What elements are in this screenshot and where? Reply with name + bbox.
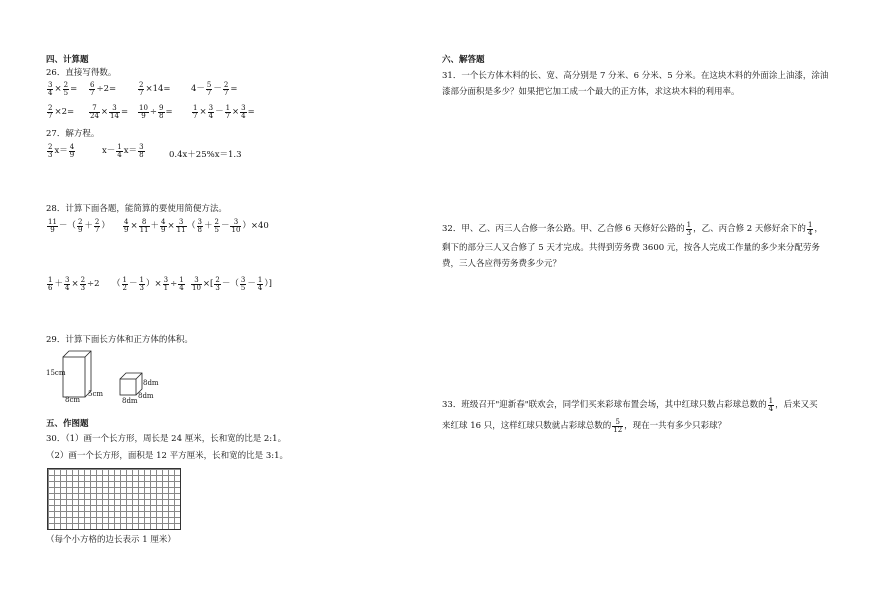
cuboid-width-label: 8cm <box>65 396 81 404</box>
question-31: 31．一个长方体木料的长、宽、高分别是 7 分米、6 分米、5 分米。在这块木料的外面涂上油漆，涂油漆部分面积是多少？如果把它加工成一个最大的正方体，求这块木料的利用率。 <box>442 71 829 97</box>
q28-expr-2: $\frac{4}{9}$ × $\frac{8}{11}$ ＋ $\frac{4}{9}$ × $\frac{3}{11}$ <box>124 218 186 234</box>
q28-expr-4: $\frac{1}{6}$ ＋ $\frac{3}{4}$ × $\frac{2}{3}$ ÷2 <box>48 276 100 292</box>
question-33-line-1: 33．班级召开"迎新春"联欢会，同学们买来彩球布置会场，其中红球只数占彩球总数的 $\frac{1}{4}$ ，后来又买 <box>442 397 818 413</box>
grid-note: （每个小方格的边长表示 1 厘米） <box>46 535 176 545</box>
q26-item-4: 4－ $\frac{5}{7}$ － $\frac{2}{7}$ = <box>191 81 238 97</box>
q28-expr-5: （ $\frac{1}{2}$ － $\frac{1}{3}$ ）× $\frac{3}{1}$ ÷ $\frac{1}{4}$ <box>112 276 184 292</box>
question-28: 28．计算下面各题，能简算的要使用简便方法。 <box>46 204 227 214</box>
q26-item-1: $\frac{3}{4}$ × $\frac{2}{5}$ = <box>48 81 78 97</box>
cuboid-height-label: 15cm <box>46 369 66 377</box>
q27-equation-b: x－ $\frac{1}{4}$ x＝ $\frac{3}{8}$ <box>102 143 144 159</box>
cube-width-label: 8dm <box>122 397 138 405</box>
q28-expr-3: （ $\frac{3}{8}$ ＋ $\frac{2}{5}$ － $\frac{3}{10}$ ）×40 <box>187 218 269 234</box>
section-5-title: 五、作图题 <box>46 419 89 429</box>
question-30-part-1: 30．（1）画一个长方形，周长是 24 厘米，长和宽的比是 2:1。 <box>46 434 287 444</box>
section-6-title: 六、解答题 <box>442 55 485 65</box>
section-4-title: 四、计算题 <box>46 55 89 65</box>
cuboid-depth-label: 5cm <box>88 390 104 398</box>
cube-height-label: 8dm <box>143 379 159 387</box>
q26-item-7: $\frac{10}{9}$ ÷ $\frac{9}{8}$ = <box>139 104 173 120</box>
question-32-rest: 剩下的部分三人又合修了 5 天才完成。共得到劳务费 3600 元，按各人完成工作量的多少来分配劳务费，三人各应得劳务费多少元？ <box>442 243 820 269</box>
question-32-line-1: 32．甲、乙、丙三人合修一条公路。甲、乙合修 6 天修好公路的 $\frac{1}{3}$ ，乙、丙合修 2 天修好余下的 $\frac{1}{4}$ ， <box>442 221 823 237</box>
q26-item-5: $\frac{2}{7}$ ×2= <box>48 104 75 120</box>
q28-expr-6: $\frac{3}{10}$ ×[ $\frac{2}{3}$ －（ $\frac{3}{5}$ － $\frac{1}{4}$ ）] <box>192 276 272 292</box>
q26-item-8: $\frac{1}{7}$ × $\frac{3}{4}$ － $\frac{1}{7}$ × $\frac{3}{4}$ = <box>193 104 255 120</box>
q26-item-3: $\frac{2}{7}$ ×14= <box>139 81 171 97</box>
question-26: 26．直接写得数。 <box>46 68 117 78</box>
question-30-part-2: （2）画一个长方形，面积是 12 平方厘米，长和宽的比是 3:1。 <box>46 451 289 461</box>
drawing-grid[interactable] <box>47 468 181 530</box>
question-33-line-2: 来红球 16 只，这样红球只数就占彩球总数的 $\frac{5}{12}$ ，现在一共有多少只彩球？ <box>442 418 727 434</box>
question-27: 27．解方程。 <box>46 129 100 139</box>
question-29: 29．计算下面长方体和正方体的体积。 <box>46 335 193 345</box>
q26-item-2: $\frac{6}{7}$ ÷2= <box>90 81 117 97</box>
q27-equation-a: $\frac{2}{3}$ x＝ $\frac{4}{9}$ <box>48 143 75 159</box>
q26-item-6: $\frac{7}{24}$ × $\frac{3}{14}$ = <box>90 104 129 120</box>
q27-equation-c: 0.4x＋25%x＝1.3 <box>169 150 242 160</box>
cube-depth-label: 8dm <box>138 392 154 400</box>
q28-expr-1: $\frac{11}{9}$ －（ $\frac{2}{9}$ ＋ $\frac{2}{7}$ ） <box>48 218 110 234</box>
